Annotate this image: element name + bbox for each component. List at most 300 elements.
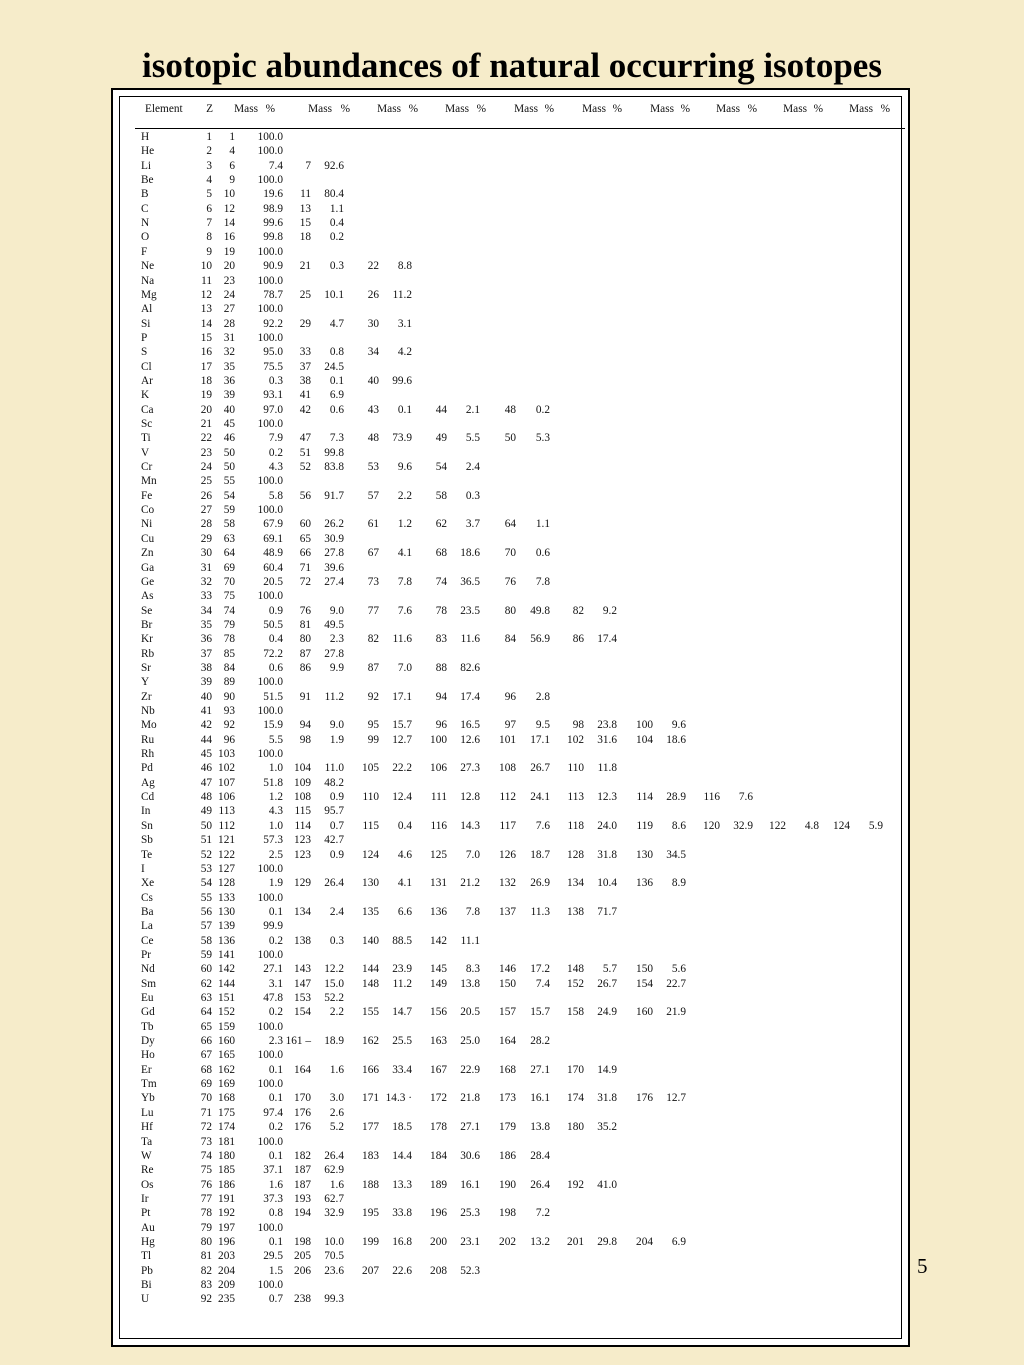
isotope-mass: 82 bbox=[367, 633, 379, 646]
isotope-mass: 176 bbox=[294, 1106, 311, 1119]
isotope-mass: 114 bbox=[636, 791, 653, 804]
isotope-abundance: 0.1 bbox=[268, 905, 283, 918]
isotope-mass: 96 bbox=[223, 733, 235, 746]
isotope-abundance: 100.0 bbox=[257, 891, 283, 904]
isotope-mass: 134 bbox=[567, 877, 584, 890]
isotope-mass: 116 bbox=[703, 791, 720, 804]
atomic-number: 76 bbox=[200, 1178, 212, 1191]
element-symbol: Xe bbox=[141, 877, 155, 890]
isotope-abundance: 48.2 bbox=[324, 776, 344, 789]
isotope-mass: 65 bbox=[299, 532, 311, 545]
isotope-abundance: 50.5 bbox=[263, 618, 283, 631]
isotope-mass: 135 bbox=[362, 905, 379, 918]
isotope-mass: 60 bbox=[299, 518, 311, 531]
isotope-mass: 103 bbox=[218, 748, 235, 761]
element-symbol: Pb bbox=[141, 1264, 153, 1277]
isotope-mass: 154 bbox=[636, 977, 653, 990]
isotope-mass: 160 bbox=[636, 1006, 653, 1019]
atomic-number: 51 bbox=[200, 834, 212, 847]
isotope-abundance: 7.0 bbox=[397, 661, 412, 674]
isotope-mass: 61 bbox=[367, 518, 379, 531]
isotope-abundance: 93.1 bbox=[263, 389, 283, 402]
isotope-abundance: 23.5 bbox=[460, 604, 480, 617]
isotope-abundance: 34.5 bbox=[666, 848, 686, 861]
isotope-abundance: 14.7 bbox=[392, 1006, 412, 1019]
element-symbol: In bbox=[141, 805, 151, 818]
isotope-mass: 196 bbox=[218, 1235, 235, 1248]
isotope-abundance: 5.8 bbox=[268, 489, 283, 502]
header-element: Element bbox=[145, 103, 183, 115]
isotope-mass: 174 bbox=[218, 1121, 235, 1134]
isotope-abundance: 29.5 bbox=[263, 1250, 283, 1263]
element-symbol: Ru bbox=[141, 733, 155, 746]
isotope-abundance: 75.5 bbox=[263, 360, 283, 373]
isotope-abundance: 18.5 bbox=[392, 1121, 412, 1134]
element-symbol: F bbox=[141, 245, 148, 258]
isotope-abundance: 0.2 bbox=[268, 446, 283, 459]
isotope-mass: 207 bbox=[362, 1264, 379, 1277]
element-symbol: Rh bbox=[141, 748, 155, 761]
isotope-mass: 172 bbox=[430, 1092, 447, 1105]
isotope-mass: 19 bbox=[223, 245, 235, 258]
atomic-number: 1 bbox=[206, 131, 212, 143]
isotope-abundance: 9.6 bbox=[671, 719, 686, 732]
atomic-number: 11 bbox=[201, 274, 212, 287]
atomic-number: 31 bbox=[200, 561, 212, 574]
isotope-mass: 98 bbox=[299, 733, 311, 746]
isotope-mass: 59 bbox=[223, 504, 235, 517]
atomic-number: 4 bbox=[206, 174, 212, 187]
atomic-number: 71 bbox=[200, 1106, 212, 1119]
isotope-abundance: 4.3 bbox=[268, 805, 283, 818]
atomic-number: 64 bbox=[200, 1006, 212, 1019]
isotope-abundance: 69.1 bbox=[263, 532, 283, 545]
isotope-mass: 118 bbox=[567, 819, 584, 832]
isotope-mass: 87 bbox=[367, 661, 379, 674]
element-symbol: W bbox=[141, 1149, 152, 1162]
isotope-mass: 154 bbox=[294, 1006, 311, 1019]
isotope-abundance: 100.0 bbox=[257, 245, 283, 258]
isotope-mass: 39 bbox=[223, 389, 235, 402]
element-symbol: Br bbox=[141, 618, 153, 631]
element-symbol: Hg bbox=[141, 1235, 155, 1248]
isotope-abundance: 35.2 bbox=[597, 1121, 617, 1134]
isotope-abundance: 25.3 bbox=[460, 1207, 480, 1220]
element-symbol: Cu bbox=[141, 532, 155, 545]
isotope-abundance: 28.2 bbox=[530, 1035, 550, 1048]
isotope-mass: 108 bbox=[294, 791, 311, 804]
isotope-mass: 149 bbox=[430, 977, 447, 990]
element-symbol: Ge bbox=[141, 575, 155, 588]
isotope-mass: 71 bbox=[299, 561, 311, 574]
isotope-abundance: 92.6 bbox=[324, 159, 344, 172]
element-symbol: P bbox=[141, 331, 148, 344]
isotope-mass: 206 bbox=[294, 1264, 311, 1277]
element-symbol: Fe bbox=[141, 489, 153, 502]
element-symbol: Os bbox=[141, 1178, 154, 1191]
isotope-abundance: 8.9 bbox=[671, 877, 686, 890]
atomic-number: 47 bbox=[200, 776, 212, 789]
element-symbol: Nd bbox=[141, 963, 155, 976]
isotope-mass: 129 bbox=[294, 877, 311, 890]
header-mass: Mass bbox=[377, 103, 401, 115]
atomic-number: 58 bbox=[200, 934, 212, 947]
element-symbol: Al bbox=[141, 303, 153, 316]
isotope-abundance: 2.8 bbox=[535, 690, 550, 703]
isotope-abundance: 100.0 bbox=[257, 1049, 283, 1062]
page-number: 5 bbox=[917, 1254, 928, 1278]
isotope-mass: 68 bbox=[435, 547, 447, 560]
element-symbol: Se bbox=[141, 604, 153, 617]
isotope-mass: 105 bbox=[362, 762, 379, 775]
element-symbol: Pr bbox=[141, 948, 152, 961]
isotope-abundance: 11.2 bbox=[392, 977, 412, 990]
atomic-number: 3 bbox=[206, 159, 212, 172]
isotope-mass: 40 bbox=[367, 374, 379, 387]
isotope-mass: 53 bbox=[367, 461, 379, 474]
element-symbol: Y bbox=[141, 676, 150, 689]
header-percent: % bbox=[880, 103, 890, 115]
isotope-abundance: 8.3 bbox=[465, 963, 480, 976]
isotope-abundance: 4.7 bbox=[329, 317, 344, 330]
isotope-abundance: 16.1 bbox=[530, 1092, 550, 1105]
isotope-abundance: 3.7 bbox=[465, 518, 480, 531]
isotope-abundance: 24.9 bbox=[597, 1006, 617, 1019]
element-symbol: Co bbox=[141, 504, 155, 517]
isotope-mass: 40 bbox=[223, 403, 235, 416]
isotope-abundance: 4.1 bbox=[397, 547, 412, 560]
isotope-mass: 54 bbox=[435, 461, 447, 474]
isotope-abundance: 11.6 bbox=[392, 633, 412, 646]
isotope-abundance: 24.1 bbox=[530, 791, 550, 804]
isotope-abundance: 26.4 bbox=[530, 1178, 550, 1191]
isotope-mass: 148 bbox=[567, 963, 584, 976]
element-symbol: Bi bbox=[141, 1279, 152, 1291]
element-symbol: Au bbox=[141, 1221, 155, 1234]
isotope-mass: 47 bbox=[299, 432, 311, 445]
isotope-mass: 192 bbox=[218, 1207, 235, 1220]
isotope-mass: 81 bbox=[299, 618, 311, 631]
element-symbol: Ir bbox=[141, 1192, 149, 1205]
isotope-abundance: 26.9 bbox=[530, 877, 550, 890]
isotope-abundance: 7.6 bbox=[535, 819, 550, 832]
isotope-mass: 92 bbox=[223, 719, 235, 732]
isotope-mass: 186 bbox=[499, 1149, 516, 1162]
isotope-abundance: 7.4 bbox=[535, 977, 550, 990]
isotope-abundance: 24.5 bbox=[324, 360, 344, 373]
header-mass: Mass bbox=[716, 103, 740, 115]
isotope-mass: 238 bbox=[294, 1293, 311, 1306]
isotope-abundance: 5.2 bbox=[329, 1121, 344, 1134]
isotope-abundance: 1.9 bbox=[329, 733, 344, 746]
header-mass: Mass bbox=[514, 103, 538, 115]
isotope-abundance: 0.1 bbox=[329, 374, 344, 387]
isotope-abundance: 0.2 bbox=[329, 231, 344, 244]
isotope-abundance: 99.9 bbox=[263, 920, 283, 933]
isotope-abundance: 14.4 bbox=[392, 1149, 412, 1162]
isotope-mass: 187 bbox=[294, 1164, 311, 1177]
isotope-abundance: 80.4 bbox=[324, 188, 344, 201]
element-symbol: Rb bbox=[141, 647, 155, 660]
isotope-mass: 187 bbox=[294, 1178, 311, 1191]
isotope-abundance: 100.0 bbox=[257, 748, 283, 761]
element-symbol: Li bbox=[141, 159, 152, 172]
isotope-mass: 98 bbox=[572, 719, 584, 732]
atomic-number: 16 bbox=[200, 346, 212, 359]
isotope-abundance: 7.8 bbox=[535, 575, 550, 588]
element-symbol: C bbox=[141, 202, 149, 215]
isotope-abundance: 0.2 bbox=[268, 1006, 283, 1019]
isotope-abundance: 62.9 bbox=[324, 1164, 344, 1177]
isotope-mass: 152 bbox=[567, 977, 584, 990]
element-symbol: Dy bbox=[141, 1035, 155, 1048]
atomic-number: 10 bbox=[200, 260, 212, 273]
isotope-mass: 193 bbox=[294, 1192, 311, 1205]
isotope-abundance: 7.6 bbox=[738, 791, 753, 804]
element-symbol: Sb bbox=[141, 834, 153, 847]
isotope-abundance: 31.8 bbox=[597, 848, 617, 861]
isotope-mass: 78 bbox=[223, 633, 235, 646]
isotope-mass: 125 bbox=[430, 848, 447, 861]
atomic-number: 46 bbox=[200, 762, 212, 775]
isotope-mass: 182 bbox=[294, 1149, 311, 1162]
isotope-abundance: 19.6 bbox=[263, 188, 283, 201]
isotope-mass: 26 bbox=[367, 288, 379, 301]
atomic-number: 33 bbox=[200, 590, 212, 603]
isotope-abundance: 88.5 bbox=[392, 934, 412, 947]
atomic-number: 56 bbox=[200, 905, 212, 918]
element-symbol: Te bbox=[141, 848, 153, 861]
isotope-mass: 84 bbox=[504, 633, 516, 646]
isotope-mass: 122 bbox=[769, 819, 786, 832]
isotope-mass: 80 bbox=[504, 604, 516, 617]
isotope-mass: 168 bbox=[218, 1092, 235, 1105]
isotope-abundance: 62.7 bbox=[324, 1192, 344, 1205]
element-symbol: Sn bbox=[141, 819, 153, 832]
isotope-mass: 96 bbox=[504, 690, 516, 703]
isotope-mass: 176 bbox=[636, 1092, 653, 1105]
isotope-mass: 115 bbox=[294, 805, 311, 818]
isotope-abundance: 1.6 bbox=[329, 1063, 344, 1076]
isotope-abundance: 18.6 bbox=[666, 733, 686, 746]
isotope-mass: 202 bbox=[499, 1235, 516, 1248]
element-symbol: Kr bbox=[141, 633, 153, 646]
isotope-mass: 4 bbox=[229, 145, 235, 158]
atomic-number: 25 bbox=[200, 475, 212, 488]
isotope-abundance: 2.5 bbox=[268, 848, 283, 861]
isotope-abundance: 13.8 bbox=[460, 977, 480, 990]
isotope-abundance: 51.5 bbox=[263, 690, 283, 703]
atomic-number: 22 bbox=[200, 432, 212, 445]
isotope-abundance: 99.6 bbox=[263, 217, 283, 230]
isotope-mass: 86 bbox=[299, 661, 311, 674]
header-mass: Mass bbox=[445, 103, 469, 115]
atomic-number: 73 bbox=[200, 1135, 212, 1148]
element-symbol: Cd bbox=[141, 791, 155, 804]
isotope-abundance: 0.7 bbox=[268, 1293, 283, 1306]
isotope-mass: 76 bbox=[299, 604, 311, 617]
isotope-abundance: 48.9 bbox=[263, 547, 283, 560]
element-symbol: Cr bbox=[141, 461, 153, 474]
isotope-mass: 152 bbox=[218, 1006, 235, 1019]
isotope-abundance: 22.7 bbox=[666, 977, 686, 990]
isotope-mass: 32 bbox=[223, 346, 235, 359]
isotope-mass: 143 bbox=[294, 963, 311, 976]
atomic-number: 24 bbox=[200, 461, 212, 474]
isotope-abundance: 17.1 bbox=[392, 690, 412, 703]
element-symbol: S bbox=[141, 346, 148, 359]
isotope-mass: 168 bbox=[499, 1063, 516, 1076]
isotope-abundance: 78.7 bbox=[263, 288, 283, 301]
isotope-mass: 153 bbox=[294, 992, 311, 1004]
isotope-abundance: 100.0 bbox=[257, 1135, 283, 1148]
isotope-abundance: 33.8 bbox=[392, 1207, 412, 1220]
isotope-abundance: 47.8 bbox=[263, 992, 283, 1004]
element-symbol: Mg bbox=[141, 288, 157, 301]
isotope-abundance: 0.8 bbox=[268, 1207, 283, 1220]
isotope-abundance: 22.6 bbox=[392, 1264, 412, 1277]
isotope-mass: 12 bbox=[223, 202, 235, 215]
header-percent: % bbox=[813, 103, 823, 115]
isotope-mass: 123 bbox=[294, 834, 311, 847]
isotope-abundance: 7.9 bbox=[268, 432, 283, 445]
isotope-abundance: 100.0 bbox=[257, 1020, 283, 1033]
isotope-mass: 67 bbox=[367, 547, 379, 560]
isotope-abundance: 23.1 bbox=[460, 1235, 480, 1248]
element-symbol: Sm bbox=[141, 977, 157, 990]
isotope-abundance: 1.2 bbox=[268, 791, 283, 804]
element-symbol: H bbox=[141, 131, 150, 143]
isotope-abundance: 32.9 bbox=[733, 819, 753, 832]
isotope-mass: 97 bbox=[504, 719, 516, 732]
atomic-number: 27 bbox=[200, 504, 212, 517]
isotope-mass: 80 bbox=[299, 633, 311, 646]
atomic-number: 9 bbox=[206, 245, 212, 258]
isotope-mass: 180 bbox=[218, 1149, 235, 1162]
isotope-mass: 85 bbox=[223, 647, 235, 660]
isotope-mass: 205 bbox=[294, 1250, 311, 1263]
element-symbol: Ga bbox=[141, 561, 155, 574]
atomic-number: 15 bbox=[200, 331, 212, 344]
atomic-number: 68 bbox=[200, 1063, 212, 1076]
atomic-number: 42 bbox=[200, 719, 212, 732]
isotope-abundance: 0.3 bbox=[329, 934, 344, 947]
isotope-mass: 63 bbox=[223, 532, 235, 545]
isotope-mass: 160 bbox=[218, 1035, 235, 1048]
isotope-mass: 104 bbox=[294, 762, 311, 775]
element-symbol: Hf bbox=[141, 1121, 153, 1134]
atomic-number: 66 bbox=[200, 1035, 212, 1048]
isotope-abundance: 17.2 bbox=[530, 963, 550, 976]
isotope-abundance: 1.9 bbox=[268, 877, 283, 890]
isotope-mass: 21 bbox=[299, 260, 311, 273]
isotope-mass: 201 bbox=[567, 1235, 584, 1248]
isotope-mass: 74 bbox=[223, 604, 235, 617]
isotope-abundance: 3.1 bbox=[268, 977, 283, 990]
isotope-mass: 209 bbox=[218, 1279, 235, 1291]
isotope-mass: 158 bbox=[567, 1006, 584, 1019]
atomic-number: 39 bbox=[200, 676, 212, 689]
atomic-number: 29 bbox=[200, 532, 212, 545]
isotope-mass: 177 bbox=[362, 1121, 379, 1134]
isotope-abundance: 11.1 bbox=[460, 934, 480, 947]
isotope-abundance: 2.4 bbox=[329, 905, 344, 918]
header-percent: % bbox=[476, 103, 486, 115]
isotope-abundance: 51.8 bbox=[263, 776, 283, 789]
header-mass: Mass bbox=[783, 103, 807, 115]
isotope-mass: 101 bbox=[499, 733, 516, 746]
isotope-abundance: 15.9 bbox=[263, 719, 283, 732]
isotope-abundance: 0.1 bbox=[268, 1063, 283, 1076]
isotope-abundance: 0.1 bbox=[268, 1235, 283, 1248]
isotope-abundance: 23.6 bbox=[324, 1264, 344, 1277]
isotope-abundance: 21.8 bbox=[460, 1092, 480, 1105]
isotope-mass: 235 bbox=[218, 1293, 235, 1306]
isotope-abundance: 97.4 bbox=[263, 1106, 283, 1119]
header-mass: Mass bbox=[234, 103, 258, 115]
isotope-abundance: 100.0 bbox=[257, 504, 283, 517]
isotope-mass: 190 bbox=[499, 1178, 516, 1191]
atomic-number: 7 bbox=[206, 217, 212, 230]
isotope-abundance: 31.8 bbox=[597, 1092, 617, 1105]
atomic-number: 75 bbox=[200, 1164, 212, 1177]
isotope-mass: 120 bbox=[703, 819, 720, 832]
isotope-abundance: 25.0 bbox=[460, 1035, 480, 1048]
isotope-abundance: 10.0 bbox=[324, 1235, 344, 1248]
isotope-abundance: 27.1 bbox=[460, 1121, 480, 1134]
isotope-mass: 198 bbox=[499, 1207, 516, 1220]
isotope-mass: 116 bbox=[430, 819, 447, 832]
atomic-number: 2 bbox=[206, 145, 212, 158]
isotope-mass: 18 bbox=[299, 231, 311, 244]
isotope-mass: 142 bbox=[218, 963, 235, 976]
element-symbol: U bbox=[141, 1293, 150, 1306]
element-symbol: Tm bbox=[141, 1078, 157, 1091]
atomic-number: 38 bbox=[200, 661, 212, 674]
atomic-number: 40 bbox=[200, 690, 212, 703]
isotope-mass: 62 bbox=[435, 518, 447, 531]
isotope-mass: 199 bbox=[362, 1235, 379, 1248]
isotope-mass: 69 bbox=[223, 561, 235, 574]
isotope-abundance: 16.1 bbox=[460, 1178, 480, 1191]
isotope-abundance: 12.3 bbox=[597, 791, 617, 804]
isotope-abundance: 99.6 bbox=[392, 374, 412, 387]
header-mass: Mass bbox=[650, 103, 674, 115]
isotope-abundance: 17.1 bbox=[530, 733, 550, 746]
isotope-mass: 77 bbox=[367, 604, 379, 617]
isotope-mass: 150 bbox=[499, 977, 516, 990]
isotope-abundance: 17.4 bbox=[597, 633, 617, 646]
atomic-number: 65 bbox=[200, 1020, 212, 1033]
isotope-mass: 86 bbox=[572, 633, 584, 646]
isotope-abundance: 7.8 bbox=[465, 905, 480, 918]
isotope-mass: 114 bbox=[294, 819, 311, 832]
atomic-number: 52 bbox=[200, 848, 212, 861]
isotope-mass: 124 bbox=[833, 819, 850, 832]
isotope-abundance: 36.5 bbox=[460, 575, 480, 588]
isotope-mass: 126 bbox=[499, 848, 516, 861]
isotope-mass: 7 bbox=[305, 159, 311, 172]
isotope-abundance: 27.8 bbox=[324, 647, 344, 660]
isotope-mass: 208 bbox=[430, 1264, 447, 1277]
isotope-abundance: 10.1 bbox=[324, 288, 344, 301]
isotope-mass: 24 bbox=[223, 288, 235, 301]
isotope-abundance: 100.0 bbox=[257, 590, 283, 603]
isotope-abundance: 12.2 bbox=[324, 963, 344, 976]
isotope-abundance: 3.1 bbox=[397, 317, 412, 330]
isotope-mass: 70 bbox=[504, 547, 516, 560]
isotope-abundance: 100.0 bbox=[257, 705, 283, 717]
